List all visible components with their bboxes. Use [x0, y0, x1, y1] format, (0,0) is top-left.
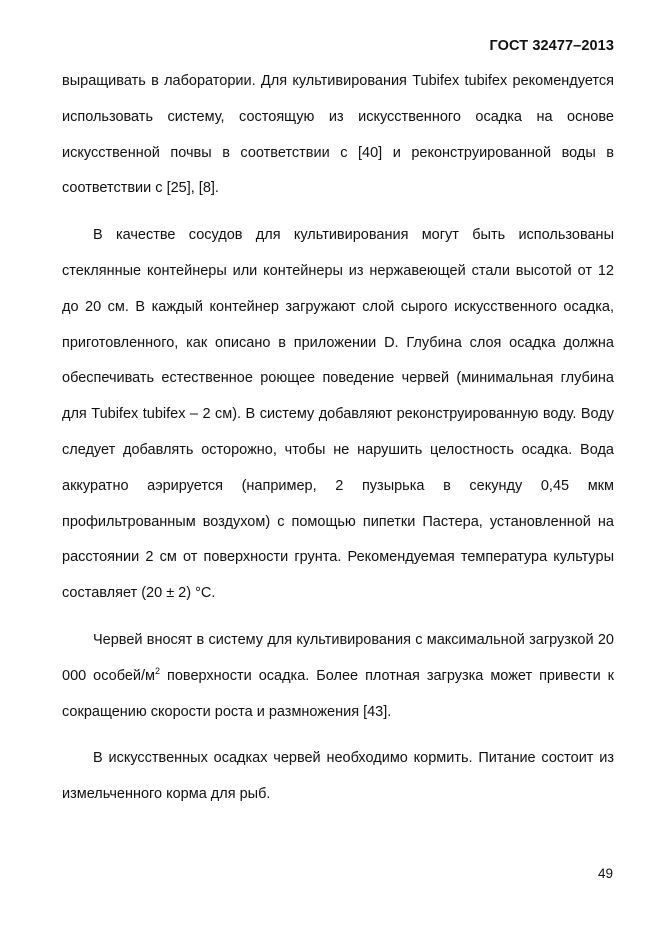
page-number: 49	[597, 866, 613, 881]
loading-text-start: Червей вносят в систему для культивирования с максимальной загрузкой 20 000 особей/м	[62, 631, 614, 684]
document-body	[62, 64, 614, 813]
loading-text-end: поверхности осадка. Более плотная загрузка может привести к сокращению скорости роста и размножения [43].	[62, 667, 614, 720]
paragraph-continuation: выращивать в лаборатории. Для культивирования Tubifex tubifex рекомендуется использовать систему, состоящую из искусственного осадка на основе искусственной почвы в соответствии с [40] и реконструированной воды в соответствии с [25], [8].	[62, 73, 614, 197]
paragraph-feeding: В искусственных осадках червей необходимо кормить. Питание состоит из измельченного корма для рыб.	[62, 750, 614, 803]
document-code-header: ГОСТ 32477–2013	[489, 38, 614, 54]
paragraph-culture-vessels: В качестве сосудов для культивирования могут быть использованы стеклянные контейнеры или контейнеры из нержавеющей стали высотой от 12 до 20 см. В каждый контейнер загружают слой сырого искусственного осадка, приготовленного, как описано в приложении D. Глубина слоя осадка должна обеспечивать естественное роющее поведение червей (минимальная глубина для Tubifex tubifex – 2 см). В систему добавляют реконструированную воду. Воду следует добавлять осторожно, чтобы не нарушить целостность осадка. Вода аккуратно аэрируется (например, 2 пузырька в секунду 0,45 мкм профильтрованным воздухом) с помощью пипетки Пастера, установленной на расстоянии 2 см от поверхности грунта. Рекомендуемая температура культуры составляет (20 ± 2) °С.	[62, 227, 614, 602]
square-meter-superscript: 2	[155, 665, 161, 676]
paragraph-worm-loading	[62, 623, 614, 730]
